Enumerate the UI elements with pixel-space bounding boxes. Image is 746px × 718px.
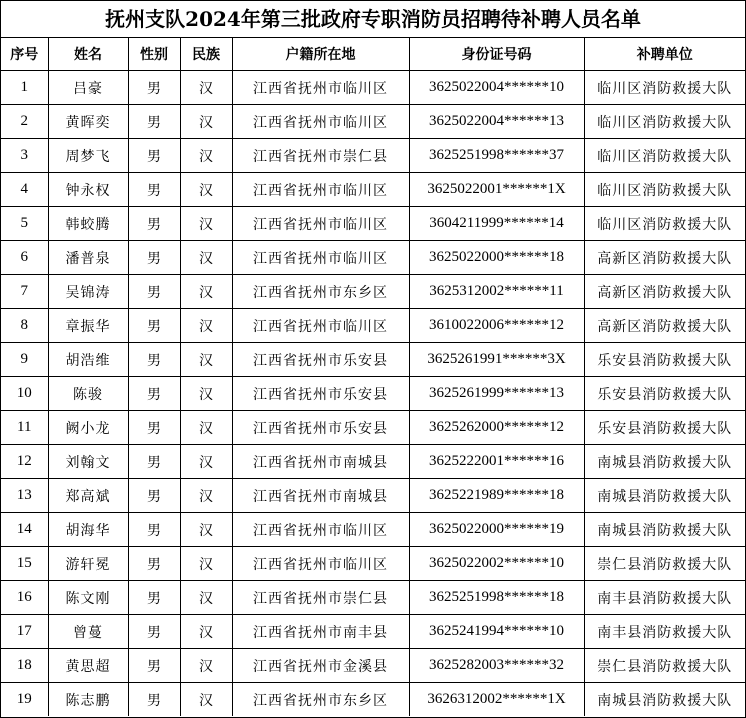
cell-seq: 8	[1, 309, 48, 343]
cell-name: 钟永权	[48, 173, 128, 207]
cell-seq: 16	[1, 581, 48, 615]
table-row	[1, 207, 745, 241]
cell-gender: 男	[128, 411, 180, 445]
table-row	[1, 173, 745, 207]
document-title: 抚州支队2024年第三批政府专职消防员招聘待补聘人员名单	[1, 1, 745, 38]
cell-gender: 男	[128, 139, 180, 173]
cell-ethnicity: 汉	[180, 547, 232, 581]
cell-ethnicity: 汉	[180, 615, 232, 649]
cell-ethnicity: 汉	[180, 513, 232, 547]
cell-name: 胡浩维	[48, 343, 128, 377]
cell-name: 黄思超	[48, 649, 128, 683]
cell-gender: 男	[128, 275, 180, 309]
cell-seq: 3	[1, 139, 48, 173]
cell-ethnicity: 汉	[180, 309, 232, 343]
cell-ethnicity: 汉	[180, 479, 232, 513]
cell-seq: 13	[1, 479, 48, 513]
cell-name: 陈志鹏	[48, 683, 128, 717]
cell-ethnicity: 汉	[180, 649, 232, 683]
cell-unit: 南城县消防救援大队	[584, 479, 745, 513]
cell-ethnicity: 汉	[180, 241, 232, 275]
cell-id-number: 3625241994******10	[409, 615, 584, 649]
cell-gender: 男	[128, 649, 180, 683]
cell-name: 游轩冕	[48, 547, 128, 581]
cell-residence: 江西省抚州市临川区	[232, 71, 409, 105]
table-header-row	[1, 38, 745, 71]
cell-id-number: 3610022006******12	[409, 309, 584, 343]
cell-seq: 10	[1, 377, 48, 411]
cell-id-number: 3625022002******10	[409, 547, 584, 581]
cell-residence: 江西省抚州市临川区	[232, 173, 409, 207]
cell-seq: 11	[1, 411, 48, 445]
cell-gender: 男	[128, 683, 180, 717]
table-row	[1, 309, 745, 343]
cell-residence: 江西省抚州市临川区	[232, 207, 409, 241]
cell-gender: 男	[128, 615, 180, 649]
cell-unit: 临川区消防救援大队	[584, 71, 745, 105]
cell-id-number: 3625022004******13	[409, 105, 584, 139]
cell-residence: 江西省抚州市南丰县	[232, 615, 409, 649]
header-name: 姓名	[48, 38, 128, 71]
cell-gender: 男	[128, 377, 180, 411]
cell-residence: 江西省抚州市乐安县	[232, 411, 409, 445]
cell-ethnicity: 汉	[180, 445, 232, 479]
cell-seq: 6	[1, 241, 48, 275]
table-row	[1, 615, 745, 649]
cell-gender: 男	[128, 173, 180, 207]
cell-name: 吴锦涛	[48, 275, 128, 309]
cell-id-number: 3625221989******18	[409, 479, 584, 513]
cell-unit: 乐安县消防救援大队	[584, 377, 745, 411]
cell-ethnicity: 汉	[180, 139, 232, 173]
header-id-number: 身份证号码	[409, 38, 584, 71]
cell-gender: 男	[128, 71, 180, 105]
cell-unit: 临川区消防救援大队	[584, 207, 745, 241]
cell-ethnicity: 汉	[180, 105, 232, 139]
cell-ethnicity: 汉	[180, 377, 232, 411]
cell-ethnicity: 汉	[180, 71, 232, 105]
cell-name: 吕豪	[48, 71, 128, 105]
cell-name: 潘普泉	[48, 241, 128, 275]
cell-gender: 男	[128, 445, 180, 479]
cell-gender: 男	[128, 241, 180, 275]
cell-residence: 江西省抚州市乐安县	[232, 377, 409, 411]
cell-unit: 高新区消防救援大队	[584, 309, 745, 343]
header-gender: 性别	[128, 38, 180, 71]
cell-name: 陈骏	[48, 377, 128, 411]
table-row	[1, 377, 745, 411]
cell-id-number: 3625251998******37	[409, 139, 584, 173]
cell-seq: 1	[1, 71, 48, 105]
cell-name: 陈文刚	[48, 581, 128, 615]
cell-seq: 2	[1, 105, 48, 139]
cell-unit: 崇仁县消防救援大队	[584, 547, 745, 581]
cell-id-number: 3625261999******13	[409, 377, 584, 411]
cell-name: 刘翰文	[48, 445, 128, 479]
cell-name: 曾蔓	[48, 615, 128, 649]
cell-id-number: 3625022004******10	[409, 71, 584, 105]
cell-id-number: 3625222001******16	[409, 445, 584, 479]
cell-unit: 临川区消防救援大队	[584, 173, 745, 207]
cell-name: 黄晖奕	[48, 105, 128, 139]
table-row	[1, 513, 745, 547]
cell-id-number: 3625282003******32	[409, 649, 584, 683]
cell-residence: 江西省抚州市金溪县	[232, 649, 409, 683]
cell-name: 郑高斌	[48, 479, 128, 513]
cell-id-number: 3625312002******11	[409, 275, 584, 309]
cell-id-number: 3604211999******14	[409, 207, 584, 241]
table-row	[1, 581, 745, 615]
cell-ethnicity: 汉	[180, 411, 232, 445]
cell-unit: 南城县消防救援大队	[584, 683, 745, 717]
recruit-table	[1, 38, 745, 716]
cell-gender: 男	[128, 105, 180, 139]
table-row	[1, 343, 745, 377]
cell-seq: 18	[1, 649, 48, 683]
cell-name: 胡海华	[48, 513, 128, 547]
cell-ethnicity: 汉	[180, 173, 232, 207]
cell-residence: 江西省抚州市临川区	[232, 309, 409, 343]
header-seq: 序号	[1, 38, 48, 71]
header-ethnicity: 民族	[180, 38, 232, 71]
cell-unit: 乐安县消防救援大队	[584, 411, 745, 445]
cell-ethnicity: 汉	[180, 343, 232, 377]
cell-name: 韩蛟腾	[48, 207, 128, 241]
cell-ethnicity: 汉	[180, 581, 232, 615]
cell-unit: 南丰县消防救援大队	[584, 581, 745, 615]
cell-name: 周梦飞	[48, 139, 128, 173]
cell-residence: 江西省抚州市东乡区	[232, 683, 409, 717]
cell-seq: 12	[1, 445, 48, 479]
cell-residence: 江西省抚州市乐安县	[232, 343, 409, 377]
cell-id-number: 3625022000******19	[409, 513, 584, 547]
cell-unit: 南城县消防救援大队	[584, 513, 745, 547]
cell-residence: 江西省抚州市临川区	[232, 105, 409, 139]
table-row	[1, 241, 745, 275]
cell-id-number: 3625022000******18	[409, 241, 584, 275]
cell-gender: 男	[128, 309, 180, 343]
table-row	[1, 105, 745, 139]
cell-id-number: 3625022001******1X	[409, 173, 584, 207]
cell-unit: 高新区消防救援大队	[584, 241, 745, 275]
cell-id-number: 3625262000******12	[409, 411, 584, 445]
cell-residence: 江西省抚州市东乡区	[232, 275, 409, 309]
cell-unit: 乐安县消防救援大队	[584, 343, 745, 377]
table-row	[1, 683, 745, 717]
table-row	[1, 547, 745, 581]
cell-gender: 男	[128, 207, 180, 241]
cell-seq: 14	[1, 513, 48, 547]
cell-residence: 江西省抚州市崇仁县	[232, 139, 409, 173]
cell-id-number: 3625251998******18	[409, 581, 584, 615]
cell-unit: 临川区消防救援大队	[584, 139, 745, 173]
cell-id-number: 3625261991******3X	[409, 343, 584, 377]
cell-residence: 江西省抚州市南城县	[232, 445, 409, 479]
cell-unit: 南城县消防救援大队	[584, 445, 745, 479]
header-residence: 户籍所在地	[232, 38, 409, 71]
cell-ethnicity: 汉	[180, 275, 232, 309]
cell-residence: 江西省抚州市临川区	[232, 513, 409, 547]
cell-unit: 高新区消防救援大队	[584, 275, 745, 309]
cell-unit: 临川区消防救援大队	[584, 105, 745, 139]
table-row	[1, 71, 745, 105]
cell-gender: 男	[128, 581, 180, 615]
cell-unit: 南丰县消防救援大队	[584, 615, 745, 649]
cell-seq: 4	[1, 173, 48, 207]
cell-seq: 7	[1, 275, 48, 309]
cell-name: 阙小龙	[48, 411, 128, 445]
cell-unit: 崇仁县消防救援大队	[584, 649, 745, 683]
cell-gender: 男	[128, 343, 180, 377]
cell-seq: 15	[1, 547, 48, 581]
cell-gender: 男	[128, 547, 180, 581]
table-row	[1, 139, 745, 173]
cell-seq: 9	[1, 343, 48, 377]
cell-residence: 江西省抚州市临川区	[232, 547, 409, 581]
table-row	[1, 445, 745, 479]
cell-ethnicity: 汉	[180, 683, 232, 717]
cell-seq: 17	[1, 615, 48, 649]
cell-gender: 男	[128, 479, 180, 513]
cell-seq: 5	[1, 207, 48, 241]
table-row	[1, 479, 745, 513]
cell-ethnicity: 汉	[180, 207, 232, 241]
table-row	[1, 275, 745, 309]
cell-residence: 江西省抚州市崇仁县	[232, 581, 409, 615]
cell-name: 章振华	[48, 309, 128, 343]
cell-residence: 江西省抚州市南城县	[232, 479, 409, 513]
cell-residence: 江西省抚州市临川区	[232, 241, 409, 275]
header-unit: 补聘单位	[584, 38, 745, 71]
cell-id-number: 3626312002******1X	[409, 683, 584, 717]
cell-seq: 19	[1, 683, 48, 717]
table-row	[1, 649, 745, 683]
cell-gender: 男	[128, 513, 180, 547]
table-row	[1, 411, 745, 445]
